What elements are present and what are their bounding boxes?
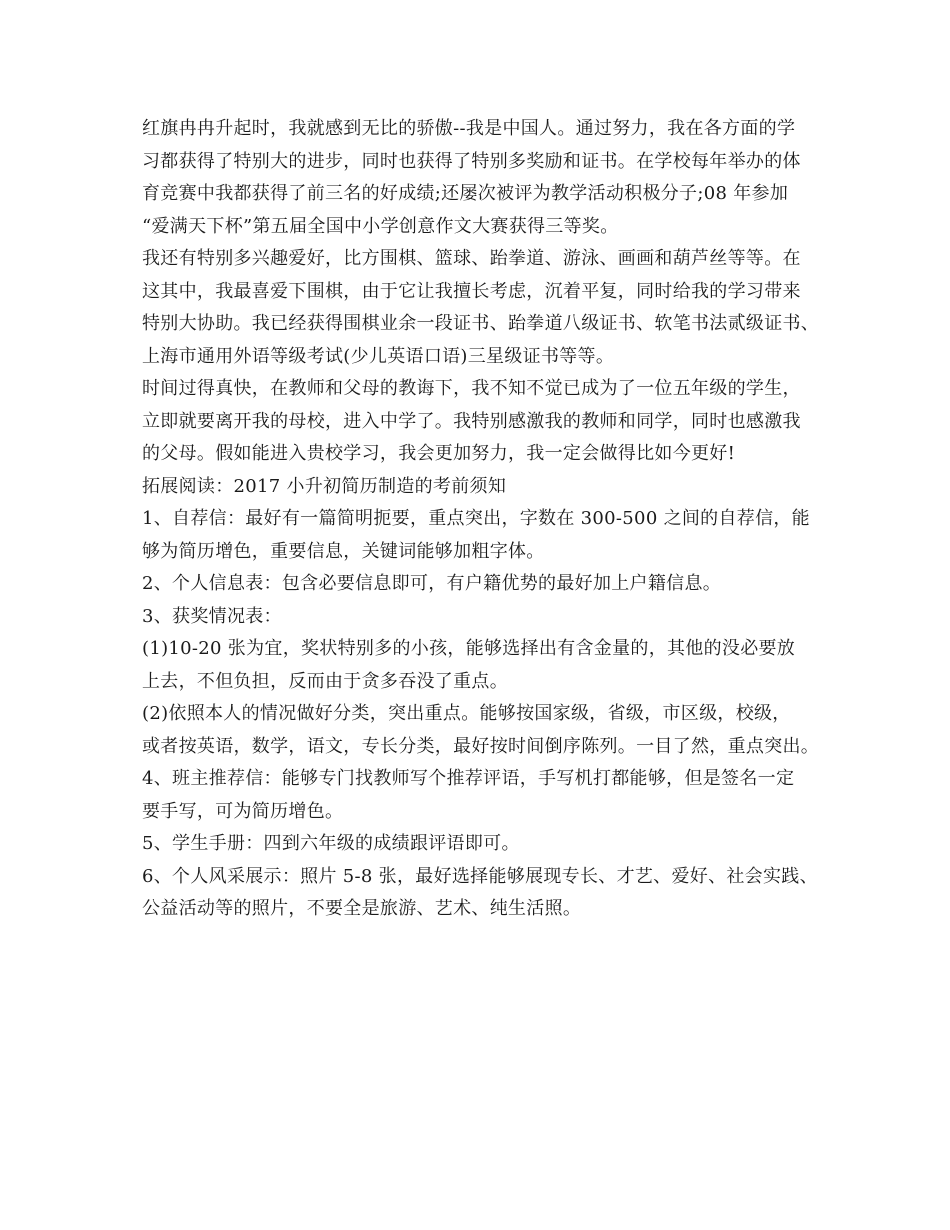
text-line: 公益活动等的照片，不要全是旅游、艺术、纯生活照。: [142, 898, 582, 919]
list-item: 3、获奖情况表：: [142, 605, 282, 627]
text-line: “爱满天下杯”第五届全国中小学创意作文大赛获得三等奖。: [142, 215, 619, 237]
document-body: [142, 113, 832, 926]
sub-list-item: (1)10-20 张为宜，奖状特别多的小孩，能够选择出有含金量的，其他的没必要放: [142, 638, 796, 659]
text-line: 时间过得真快，在教师和父母的教诲下，我不知不觉已成为了一位五年级的学生，: [142, 378, 801, 399]
list-item: 6、个人风采展示：照片 5-8 张，最好选择能够展现专长、才艺、爱好、社会实践、: [142, 865, 818, 887]
text-line: 要手写，可为简历增色。: [142, 800, 344, 822]
list-item: 4、班主推荐信：能够专门找教师写个推荐评语，手写机打都能够，但是签名一定: [142, 768, 795, 789]
text-line: 我还有特别多兴趣爱好，比方围棋、篮球、跆拳道、游泳、画画和葫芦丝等等。在: [142, 248, 801, 269]
text-line: 特别大协助。我已经获得围棋业余一段证书、跆拳道八级证书、软笔书法贰级证书、: [142, 313, 820, 334]
sub-list-item: (2)依照本人的情况做好分类，突出重点。能够按国家级，省级，市区级，校级，: [142, 703, 791, 724]
text-line: 红旗冉冉升起时，我就感到无比的骄傲--我是中国人。通过努力，我在各方面的学: [142, 118, 796, 139]
text-line: 这其中，我最喜爱下围棋，由于它让我擅长考虑，沉着平复，同时给我的学习带来: [142, 280, 801, 302]
text-line: 够为简历增色，重要信息，关键词能够加粗字体。: [142, 540, 545, 562]
text-line: 立即就要离开我的母校，进入中学了。我特别感激我的教师和同学，同时也感激我: [142, 410, 801, 432]
section-heading: 拓展阅读：2017 小升初简历制造的考前须知: [142, 475, 507, 497]
text-line: 习都获得了特别大的进步，同时也获得了特别多奖励和证书。在学校每年举办的体: [142, 150, 801, 172]
list-item: 1、自荐信：最好有一篇简明扼要，重点突出，字数在 300-500 之间的自荐信，能: [142, 508, 810, 529]
text-line: 的父母。假如能进入贵校学习，我会更加努力，我一定会做得比如今更好!: [142, 443, 736, 464]
text-line: 上海市通用外语等级考试(少儿英语口语)三星级证书等等。: [142, 345, 615, 367]
list-item: 2、个人信息表：包含必要信息即可，有户籍优势的最好加上户籍信息。: [142, 573, 722, 594]
list-item: 5、学生手册：四到六年级的成绩跟评语即可。: [142, 833, 520, 854]
text-line: 上去，不但负担，反而由于贪多吞没了重点。: [142, 670, 508, 692]
text-line: 或者按英语，数学，语文，专长分类，最好按时间倒序陈列。一目了然，重点突出。: [142, 735, 820, 757]
text-line: 育竞赛中我都获得了前三名的好成绩;还屡次被评为教学活动积极分子;08 年参加: [142, 183, 789, 204]
